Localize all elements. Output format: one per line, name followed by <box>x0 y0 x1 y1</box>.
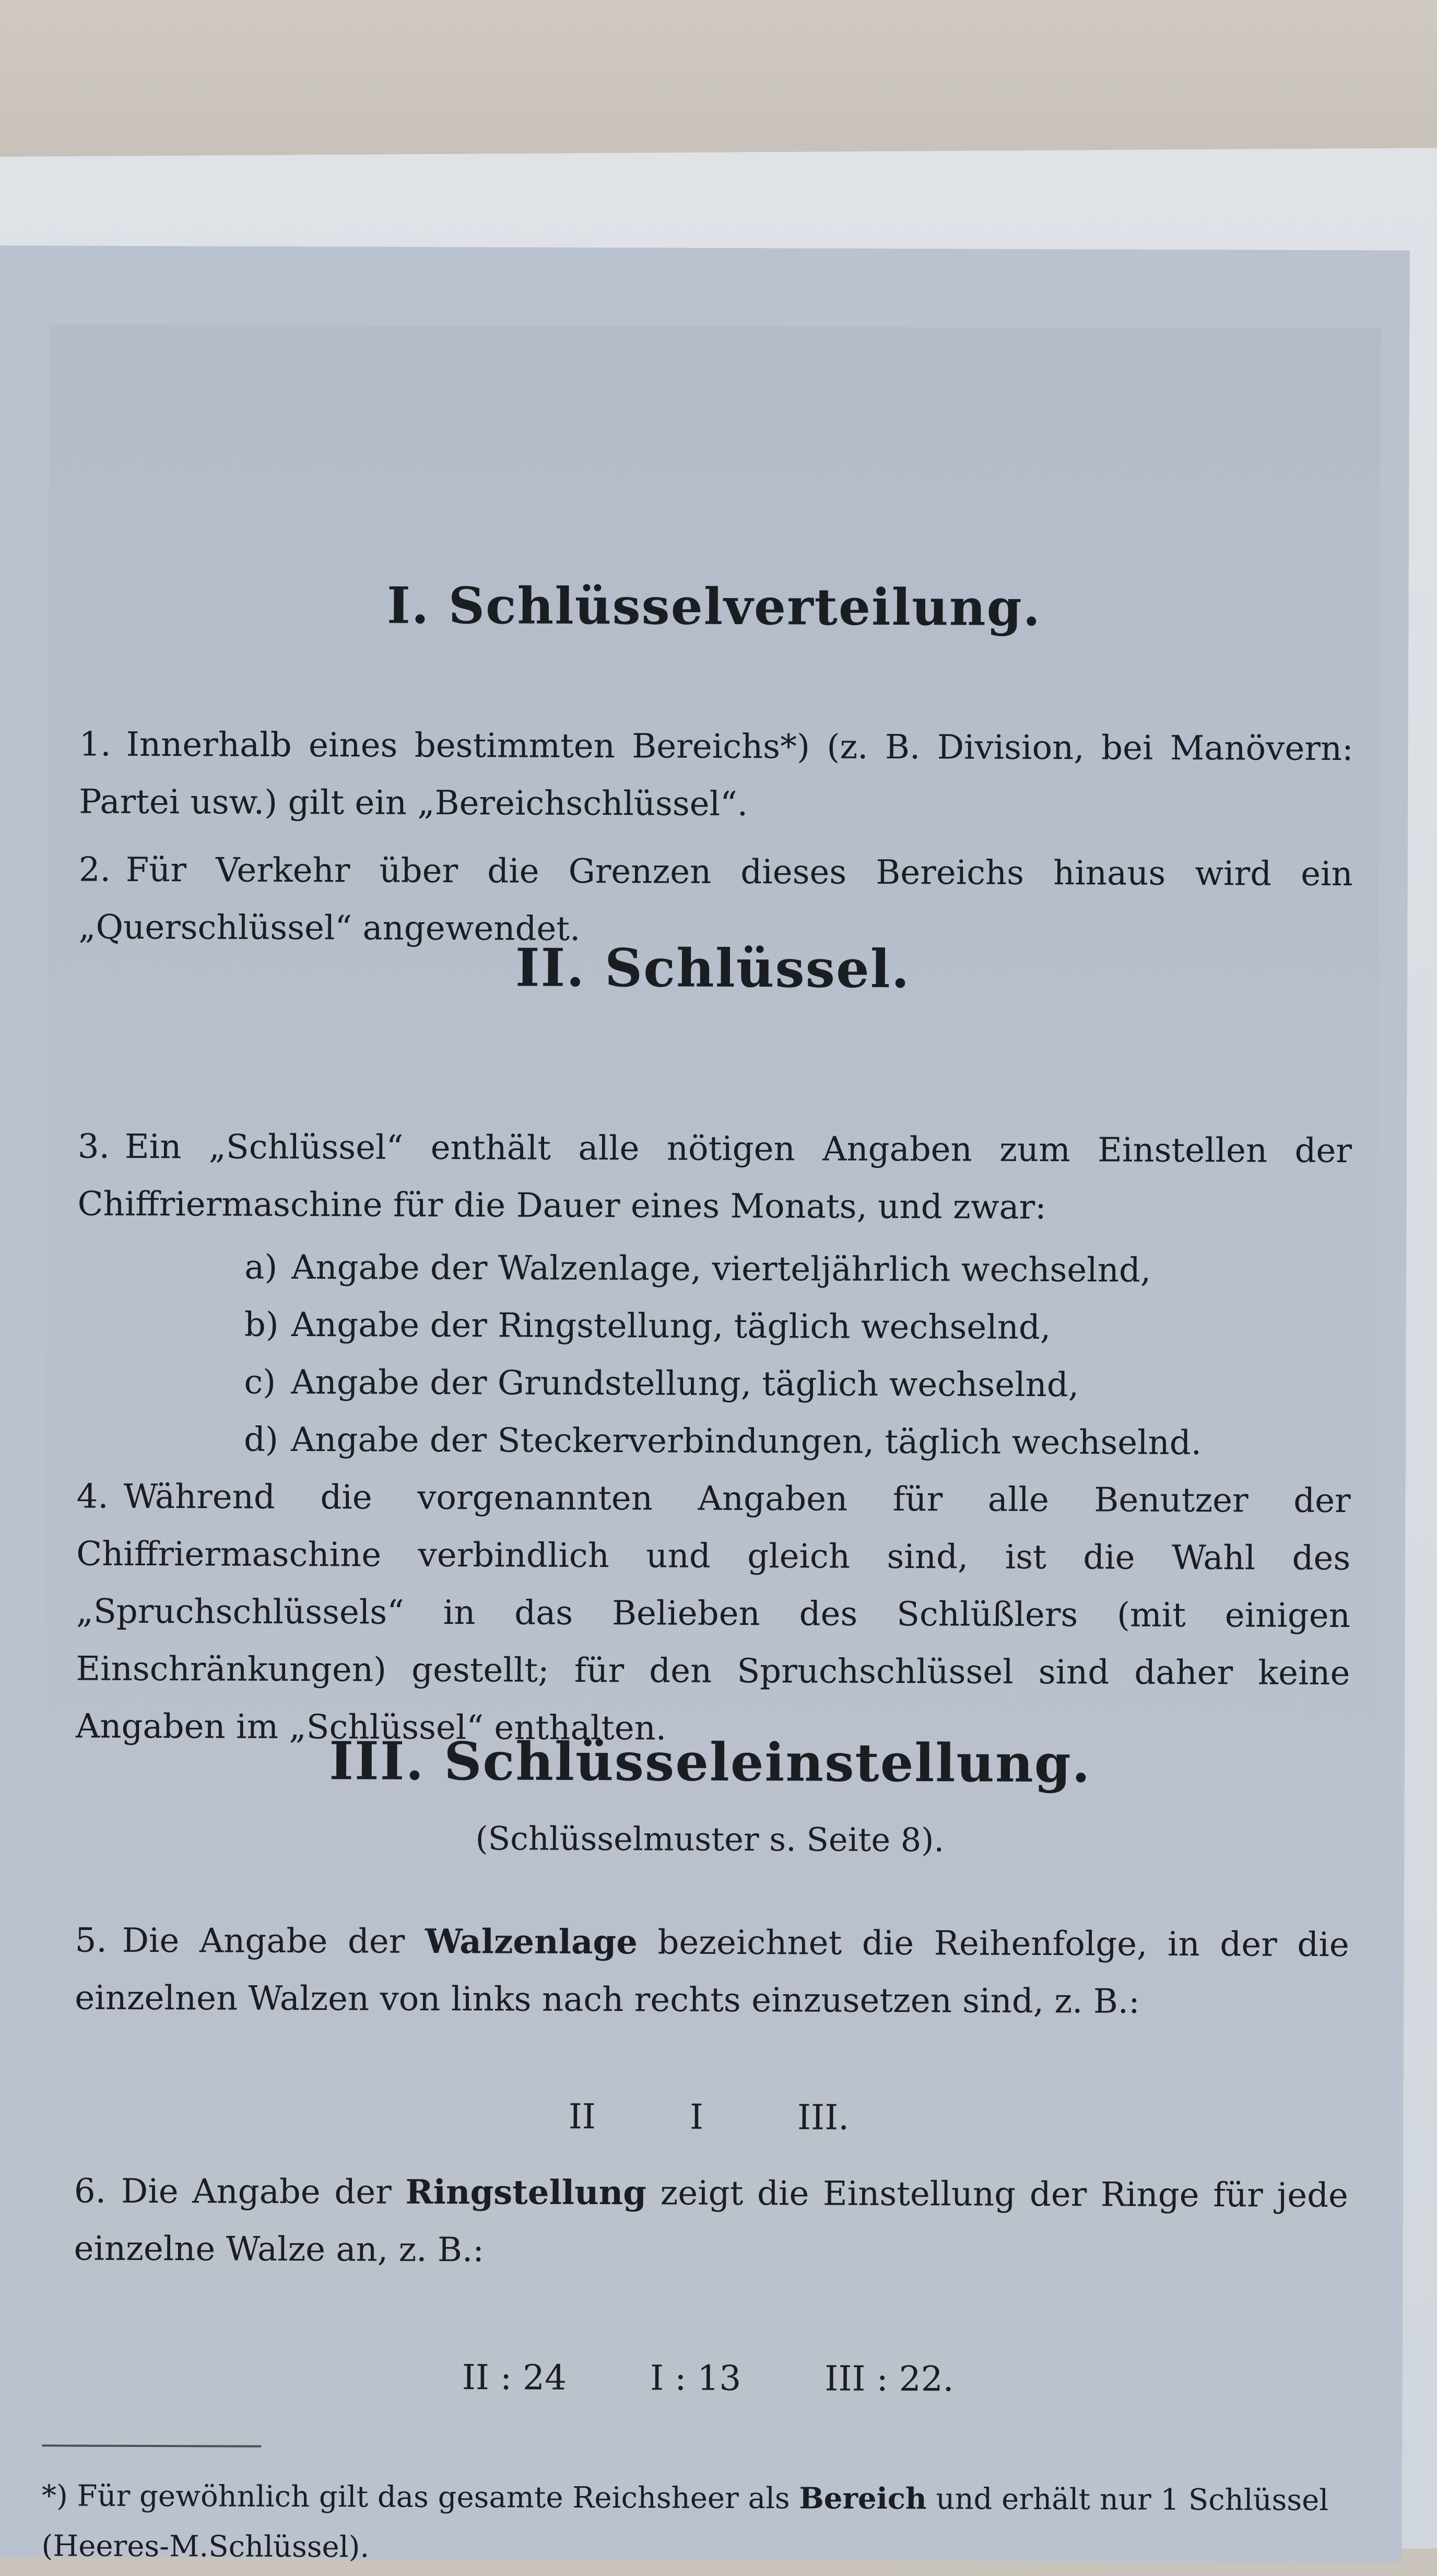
list-item-text: Angabe der Grundstellung, täglich wechselnd, <box>291 1363 1079 1405</box>
list-item-text: Angabe der Walzenlage, vierteljährlich wechselnd, <box>291 1248 1151 1290</box>
paragraph-term: Ringstellung <box>405 2172 647 2213</box>
list-item-letter: b) <box>244 1305 279 1344</box>
list-item-letter: d) <box>243 1420 279 1459</box>
paragraph-text-post: zeigt die Einstellung der Ringe für jede einzelne Walze an, z. B.: <box>74 2174 1349 2270</box>
footnote-divider <box>42 2444 261 2447</box>
paragraph-text: Innerhalb eines bestimmten Bereichs*) (z. B. Division, bei Manövern: Partei usw.) gilt ein „Bereichschlüssel“. <box>79 725 1353 824</box>
paragraph-number: 5. <box>75 1921 107 1960</box>
list-item-text: Angabe der Steckerverbindungen, täglich wechselnd. <box>290 1420 1202 1463</box>
section-heading-1: I. Schlüsselverteilung. <box>386 576 1042 637</box>
paragraph-text-post: bezeichnet die Reihenfolge, in der die einzelnen Walzen von links nach rechts einzusetzen sind, z. B.: <box>75 1923 1349 2021</box>
section-heading-3: III. Schlüsseleinstellung. <box>329 1730 1091 1795</box>
example-value: I : 13 <box>650 2358 741 2398</box>
list-item <box>244 1354 1288 1415</box>
paragraph-text: Ein „Schlüssel“ enthält alle nötigen Angaben zum Einstellen der Chiffriermaschine für die Dauer eines Monats, und zwar: <box>77 1127 1352 1227</box>
paragraph-text-pre: Die Angabe der <box>122 1921 426 1961</box>
example-value: II : 24 <box>462 2357 567 2398</box>
paragraph-1 <box>79 716 1353 836</box>
footnote-marker: *) <box>41 2479 68 2513</box>
list-item <box>244 1239 1289 1300</box>
example-value: I <box>689 2097 704 2137</box>
paragraph-3 <box>77 1118 1352 1238</box>
paragraph-number: 6. <box>74 2172 107 2211</box>
paragraph-number: 4. <box>76 1477 109 1516</box>
list-item-letter: c) <box>244 1363 276 1402</box>
example-value: III. <box>797 2097 850 2138</box>
paragraph-text: Für Verkehr über die Grenzen dieses Bereichs hinaus wird ein „Querschlüssel“ angewendet. <box>78 850 1353 949</box>
paragraph-number: 1. <box>79 725 111 764</box>
paragraph-text-pre: Die Angabe der <box>121 2172 406 2212</box>
list-item <box>244 1296 1289 1357</box>
paragraph-5 <box>75 1912 1349 2032</box>
paragraph-6 <box>74 2163 1348 2282</box>
footnote <box>41 2470 1347 2576</box>
paragraph-number: 3. <box>77 1127 110 1166</box>
section-note: (Schlüsselmuster s. Seite 8). <box>475 1819 945 1859</box>
section-heading-2: II. Schlüssel. <box>515 936 911 1000</box>
paragraph-4 <box>76 1468 1351 1760</box>
example-value: III : 22. <box>824 2358 954 2399</box>
settings-list <box>244 1239 1289 1472</box>
list-item <box>244 1411 1288 1472</box>
list-item-text: Angabe der Ringstellung, täglich wechselnd, <box>291 1305 1051 1348</box>
paragraph-text: Während die vorgenannten Angaben für alle Benutzer der Chiffriermaschine verbindlich und gleich sind, ist die Wahl des „Spruchschlüssels“ in das Belieben des Schlüßlers (mit einigen Einschränkungen) gestellt; für den Spruchschlüssel sind daher keine Angaben im „Schlüssel“ enthalten. <box>75 1477 1351 1748</box>
ringstellung-example <box>42 2356 1374 2401</box>
document-page <box>0 245 1410 2565</box>
footnote-text-post: und erhält nur 1 Schlüssel (Heeres-M.Schlüssel). <box>41 2482 1329 2565</box>
paragraph-term: Walzenlage <box>425 1922 638 1962</box>
footnote-term: Bereich <box>799 2481 927 2516</box>
paragraph-number: 2. <box>78 850 111 889</box>
list-item-letter: a) <box>244 1248 278 1287</box>
example-value: II <box>568 2096 596 2137</box>
footnote-text-pre: Für gewöhnlich gilt das gesamte Reichsheer als <box>67 2479 799 2516</box>
print-area <box>41 324 1381 2565</box>
walzenlage-example <box>43 2094 1374 2139</box>
